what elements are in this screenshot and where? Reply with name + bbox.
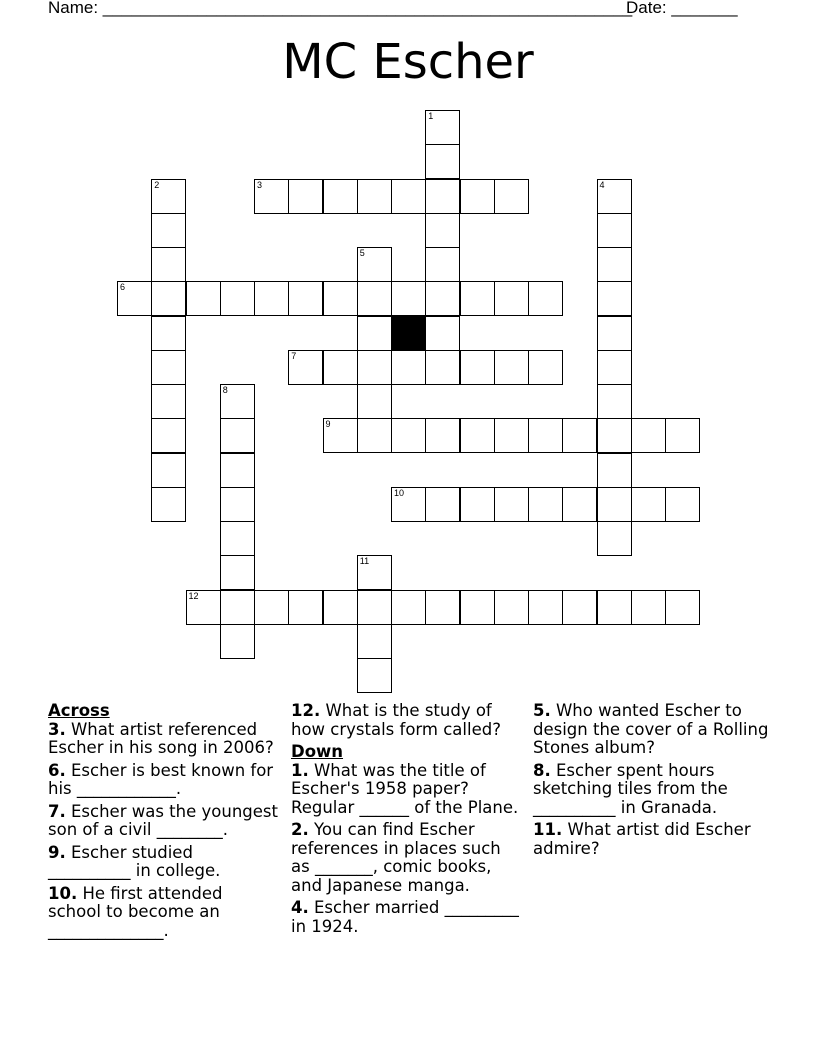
clue-across-9: 9. Escher studied __________ in college.: [48, 842, 221, 880]
grid-cell[interactable]: [288, 179, 323, 214]
grid-cell[interactable]: [391, 281, 426, 316]
clue-across-12: 12. What is the study of how crystals form called?: [291, 701, 501, 739]
grid-cell[interactable]: [665, 590, 700, 625]
grid-cell[interactable]: [425, 350, 460, 385]
page-title: MC Escher: [282, 34, 534, 90]
grid-cell[interactable]: [562, 590, 597, 625]
clue-down-11: 11. What artist did Escher admire?: [533, 820, 751, 858]
grid-cell[interactable]: [151, 281, 186, 316]
across-heading: Across: [48, 701, 110, 720]
grid-cell[interactable]: [117, 281, 152, 316]
clue-down-5: 5. Who wanted Escher to design the cover of a Rolling Stones album?: [533, 701, 769, 757]
grid-cell[interactable]: [323, 590, 358, 625]
grid-cell[interactable]: [151, 418, 186, 453]
grid-cell[interactable]: [460, 487, 495, 522]
grid-cell[interactable]: [254, 590, 289, 625]
clue-number: 8: [222, 385, 228, 395]
grid-cell[interactable]: [425, 418, 460, 453]
clues-column-2: [291, 702, 521, 940]
grid-cell[interactable]: [597, 213, 632, 248]
grid-cell[interactable]: [425, 281, 460, 316]
clue-number: 10: [394, 487, 405, 498]
grid-cell[interactable]: [357, 384, 392, 419]
grid-cell[interactable]: [357, 590, 392, 625]
grid-cell[interactable]: [357, 247, 392, 282]
grid-cell[interactable]: [562, 418, 597, 453]
grid-cell[interactable]: [323, 350, 358, 385]
clue-down-1: 1. What was the title of Escher's 1958 paper? Regular ______ of the Plane.: [291, 760, 519, 817]
clue-down-4: 4. Escher married _________ in 1924.: [291, 898, 519, 936]
name-field-label: Name: ________________________________________________________: [48, 0, 633, 17]
grid-cell[interactable]: [151, 247, 186, 282]
grid-cell[interactable]: [494, 418, 529, 453]
grid-cell[interactable]: [425, 110, 460, 145]
grid-cell[interactable]: [151, 213, 186, 248]
grid-cell[interactable]: [597, 316, 632, 351]
grid-cell[interactable]: [665, 418, 700, 453]
grid-cell[interactable]: [186, 590, 221, 625]
grid-cell[interactable]: [425, 213, 460, 248]
grid-cell[interactable]: [357, 281, 392, 316]
clue-number: 7: [291, 350, 297, 361]
grid-cell[interactable]: [357, 658, 392, 693]
grid-cell[interactable]: [323, 179, 358, 214]
grid-cell[interactable]: [220, 555, 255, 590]
clue-number: 11: [359, 556, 370, 567]
clue-across-7: 7. Escher was the youngest son of a civil ________.: [48, 801, 278, 839]
clue-number: 9: [325, 419, 331, 430]
grid-cell[interactable]: [357, 179, 392, 214]
grid-cell[interactable]: [220, 521, 255, 556]
clue-number: 3: [257, 179, 263, 190]
grid-cell[interactable]: [528, 281, 563, 316]
grid-cell[interactable]: [597, 350, 632, 385]
clue-down-8: 8. Escher spent hours sketching tiles from the __________ in Granada.: [533, 760, 728, 817]
grid-cell[interactable]: [186, 281, 221, 316]
clue-number: 4: [599, 179, 605, 190]
clues-column-3: [533, 702, 773, 862]
down-heading: Down: [291, 742, 344, 761]
clue-number: 1: [428, 111, 434, 121]
grid-cell[interactable]: [220, 590, 255, 625]
grid-cell[interactable]: [220, 418, 255, 453]
grid-cell[interactable]: [425, 487, 460, 522]
grid-cell[interactable]: [631, 418, 666, 453]
grid-cell[interactable]: [288, 350, 323, 385]
grid-cell[interactable]: [357, 624, 392, 659]
grid-cell[interactable]: [220, 281, 255, 316]
grid-cell[interactable]: [597, 521, 632, 556]
grid-cell[interactable]: [323, 281, 358, 316]
grid-cell[interactable]: [220, 487, 255, 522]
grid-cell[interactable]: [151, 487, 186, 522]
clue-number: 2: [154, 179, 160, 190]
grid-cell[interactable]: [460, 418, 495, 453]
grid-cell[interactable]: [460, 281, 495, 316]
black-cell: [391, 316, 426, 351]
grid-cell[interactable]: [631, 590, 666, 625]
grid-cell[interactable]: [528, 350, 563, 385]
grid-cell[interactable]: [220, 453, 255, 488]
clue-across-6: 6. Escher is best known for his ____________.: [48, 760, 274, 798]
grid-cell[interactable]: [528, 418, 563, 453]
grid-cell[interactable]: [528, 590, 563, 625]
grid-cell[interactable]: [151, 384, 186, 419]
grid-cell[interactable]: [494, 487, 529, 522]
grid-cell[interactable]: [425, 247, 460, 282]
clue-number: 6: [120, 282, 126, 293]
grid-cell[interactable]: [151, 350, 186, 385]
grid-cell[interactable]: [528, 487, 563, 522]
grid-cell[interactable]: [425, 316, 460, 351]
grid-cell[interactable]: [631, 487, 666, 522]
grid-cell[interactable]: [665, 487, 700, 522]
clue-across-10: 10. He first attended school to become an ______________.: [48, 883, 223, 940]
grid-cell[interactable]: [460, 590, 495, 625]
grid-cell[interactable]: [494, 590, 529, 625]
grid-cell[interactable]: [460, 350, 495, 385]
grid-cell[interactable]: [597, 487, 632, 522]
clue-across-3: 3. What artist referenced Escher in his song in 2006?: [48, 719, 274, 757]
clue-down-2: 2. You can find Escher references in places such as _______, comic books, and Japanese manga.: [291, 820, 501, 895]
grid-cell[interactable]: [254, 281, 289, 316]
grid-cell[interactable]: [494, 179, 529, 214]
grid-cell[interactable]: [220, 384, 255, 419]
grid-cell[interactable]: [597, 418, 632, 453]
grid-cell[interactable]: [357, 555, 392, 590]
clue-number: 12: [188, 590, 199, 601]
grid-cell[interactable]: [391, 590, 426, 625]
grid-cell[interactable]: [425, 179, 460, 214]
grid-cell[interactable]: [323, 418, 358, 453]
grid-cell[interactable]: [288, 281, 323, 316]
grid-cell[interactable]: [391, 179, 426, 214]
grid-cell[interactable]: [597, 281, 632, 316]
grid-cell[interactable]: [597, 590, 632, 625]
grid-cell[interactable]: [562, 487, 597, 522]
grid-cell[interactable]: [494, 350, 529, 385]
grid-cell[interactable]: [151, 316, 186, 351]
grid-cell[interactable]: [357, 350, 392, 385]
grid-cell[interactable]: [391, 418, 426, 453]
grid-cell[interactable]: [357, 418, 392, 453]
grid-cell[interactable]: [425, 590, 460, 625]
grid-cell[interactable]: [357, 316, 392, 351]
grid-cell[interactable]: [494, 281, 529, 316]
grid-cell[interactable]: [151, 179, 186, 214]
grid-cell[interactable]: [425, 144, 460, 179]
grid-cell[interactable]: [597, 453, 632, 488]
grid-cell[interactable]: [254, 179, 289, 214]
grid-cell[interactable]: [597, 247, 632, 282]
grid-cell[interactable]: [597, 384, 632, 419]
date-field-label: Date: _______: [626, 0, 738, 17]
grid-cell[interactable]: [460, 179, 495, 214]
grid-cell[interactable]: [391, 487, 426, 522]
clue-number: 5: [359, 248, 365, 258]
grid-cell[interactable]: [151, 453, 186, 488]
grid-cell[interactable]: [220, 624, 255, 659]
grid-cell[interactable]: [288, 590, 323, 625]
grid-cell[interactable]: [391, 350, 426, 385]
grid-cell[interactable]: [597, 179, 632, 214]
clues-column-1: [48, 702, 278, 944]
